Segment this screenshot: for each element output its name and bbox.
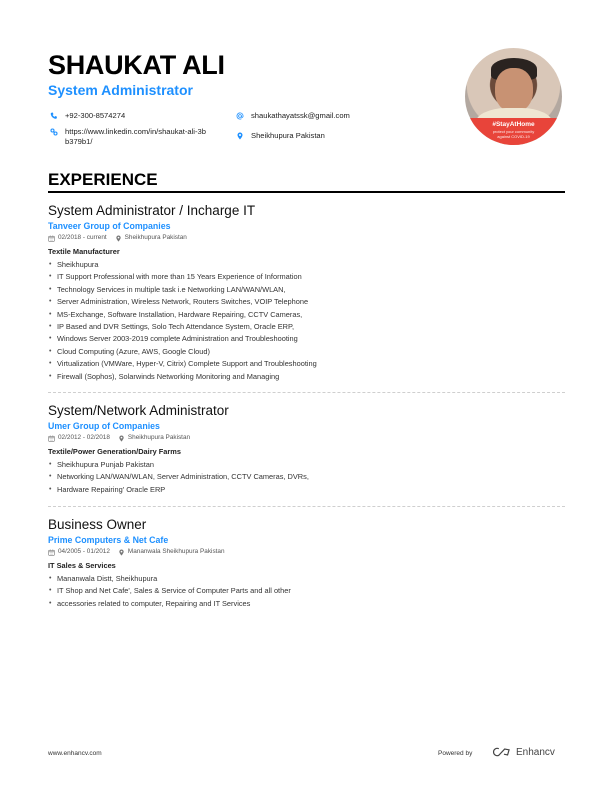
job-separator <box>48 506 565 507</box>
candidate-title: System Administrator <box>48 82 193 98</box>
phone-text: +92-300-8574274 <box>65 111 126 120</box>
footer-powered-by: Powered by <box>438 750 473 757</box>
bullet-item: • IP Based and DVR Settings, Solo Tech Attendance System, Oracle ERP, <box>48 321 565 333</box>
contact-location <box>235 131 325 141</box>
bullet-item: • Hardware Repairing' Oracle ERP <box>48 484 565 496</box>
location-pin-icon <box>115 235 122 242</box>
job-dates: 04/2005 - 01/2012 <box>58 548 110 555</box>
profile-photo <box>465 48 562 145</box>
job-bullets <box>48 459 565 496</box>
job-bullets <box>48 259 565 383</box>
bullet-item: • Sheikhupura Punjab Pakistan <box>48 459 565 471</box>
job-description: Textile Manufacturer <box>48 247 120 256</box>
bullet-item: • Firewall (Sophos), Solarwinds Networking Monitoring and Managing <box>48 371 565 383</box>
job-location: Sheikhupura Pakistan <box>124 234 187 241</box>
job-entry <box>48 403 565 496</box>
job-company[interactable]: Tanveer Group of Companies <box>48 221 171 231</box>
job-role: System Administrator / Incharge IT <box>48 203 256 218</box>
bullet-item: • IT Support Professional with more than 15 Years Experience of Information <box>48 271 565 283</box>
bullet-item: • Cloud Computing (Azure, AWS, Google Cloud) <box>48 346 565 358</box>
job-company[interactable]: Umer Group of Companies <box>48 421 160 431</box>
enhancv-logo-icon <box>490 745 512 759</box>
at-icon <box>235 111 245 121</box>
job-location: Mananwala Sheikhupura Pakistan <box>127 548 225 555</box>
bullet-item: • Server Administration, Wireless Network, Routers Switches, VOIP Telephone <box>48 296 565 308</box>
contact-linkedin[interactable] <box>49 127 234 147</box>
bullet-item: • Windows Server 2003-2019 complete Administration and Troubleshooting <box>48 333 565 345</box>
linkedin-text: https://www.linkedin.com/in/shaukat-ali-3b b379b1/ <box>65 127 206 146</box>
job-description: IT Sales & Services <box>48 561 116 570</box>
location-text: Sheikhupura Pakistan <box>251 131 325 140</box>
job-role: System/Network Administrator <box>48 403 229 418</box>
phone-icon <box>49 111 59 121</box>
experience-heading: EXPERIENCE <box>48 170 158 189</box>
job-meta <box>48 547 565 557</box>
job-dates: 02/2018 - current <box>58 234 107 241</box>
bullet-item: • Technology Services in multiple task i.e Networking LAN/WAN/WLAN, <box>48 284 565 296</box>
calendar-icon <box>48 235 55 242</box>
badge-sub1: protect your community <box>492 129 535 134</box>
job-role: Business Owner <box>48 517 147 532</box>
bullet-item: • Virtualization (VMWare, Hyper-V, Citrix) Complete Support and Troubleshooting <box>48 358 565 370</box>
job-meta <box>48 233 565 243</box>
footer-brand[interactable] <box>490 745 555 759</box>
location-pin-icon <box>235 131 245 141</box>
bullet-item: • Networking LAN/WAN/WLAN, Server Administration, CCTV Cameras, DVRs, <box>48 471 565 483</box>
bullet-item: • accessories related to computer, Repairing and IT Services <box>48 598 565 610</box>
job-meta <box>48 433 565 443</box>
job-entry <box>48 517 565 610</box>
footer-brand-name: Enhancv <box>516 746 555 758</box>
badge-sub2: against COVID-19 <box>497 134 530 139</box>
job-company[interactable]: Prime Computers & Net Cafe <box>48 535 169 545</box>
link-icon <box>49 127 59 137</box>
stay-at-home-badge <box>465 118 562 145</box>
footer-url[interactable]: www.enhancv.com <box>48 750 102 757</box>
calendar-icon <box>48 549 55 556</box>
job-separator <box>48 392 565 393</box>
bullet-item: • MS-Exchange, Software Installation, Hardware Repairing, CCTV Cameras, <box>48 309 565 321</box>
location-pin-icon <box>118 549 125 556</box>
location-pin-icon <box>118 435 125 442</box>
job-location: Sheikhupura Pakistan <box>127 434 191 441</box>
email-text: shaukathayatssk@gmail.com <box>251 111 350 120</box>
calendar-icon <box>48 435 55 442</box>
bullet-item: • IT Shop and Net Cafe', Sales & Service of Computer Parts and all other <box>48 585 565 597</box>
contact-phone[interactable] <box>49 111 125 121</box>
job-dates: 02/2012 - 02/2018 <box>58 434 110 441</box>
job-entry <box>48 203 565 383</box>
bullet-item: • Mananwala Distt, Sheikhupura <box>48 573 565 585</box>
section-divider <box>48 191 565 193</box>
photo-face <box>495 68 533 112</box>
bullet-item: • Sheikhupura <box>48 259 565 271</box>
badge-title: #StayAtHome <box>492 121 535 128</box>
contact-email[interactable] <box>235 111 350 121</box>
job-bullets <box>48 573 565 610</box>
job-description: Textile/Power Generation/Dairy Farms <box>48 447 181 456</box>
candidate-name: SHAUKAT ALI <box>48 50 225 80</box>
